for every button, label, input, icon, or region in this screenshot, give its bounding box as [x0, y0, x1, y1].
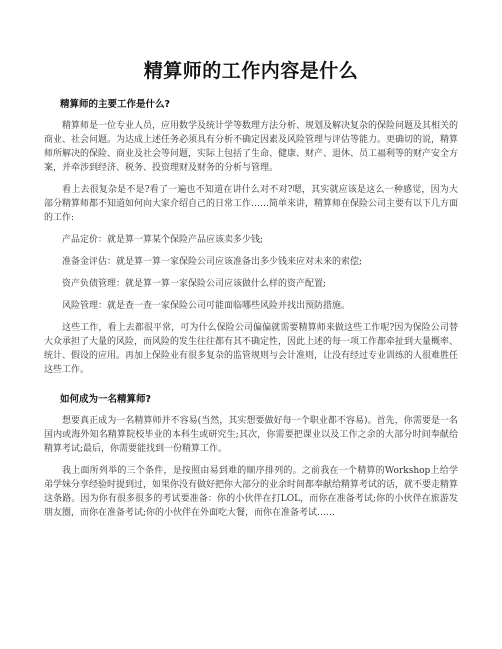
- paragraph: 风险管理：就是查一查一家保险公司可能面临哪些风险并找出预防措施。: [62, 301, 351, 311]
- section-heading: 如何成为一名精算师?: [60, 394, 152, 405]
- paragraph: 想要真正成为一名精算师并不容易(当然，其实想要做好每一个职业都不容易)。首先，你需要是一名国内或海外知名精算院校毕业的本科生或研究生;其次，你需要把课业以及工作之余的大部分时间奉献给精算考试;最后，你需要能找到一份精算工作。: [44, 416, 458, 454]
- document-title: 精算师的工作内容是什么: [143, 60, 359, 82]
- paragraph: 准备金评估：就是算一算一家保险公司应该准备出多少钱来应对未来的索偿;: [62, 257, 363, 267]
- paragraph: 看上去很复杂是不是?看了一遍也不知道在讲什么对不对?嗯，其实就应该是这么一种感觉，因为大部分精算师都不知道如何向大家介绍自己的日常工作……简单来讲，精算师在保险公司主要有以下几方面的工作:: [44, 185, 459, 223]
- section-main-work: [44, 96, 458, 377]
- paragraph: 我上面所列举的三个条件，是按照由易到难的顺序排列的。之前我在一个精算的Workshop上给学弟学妹分享经验时提到过，如果你没有做好把你大部分的业余时间都奉献给精算考试的话，就不要走精算这条路。因为你有很多很多的考试要准备：你的小伙伴在打LOL，而你在准备考试;你的小伙伴在旅游发朋友圈，而你在准备考试;你的小伙伴在外面吃大餐，而你在准备考试……: [44, 466, 459, 518]
- paragraph: 这些工作，看上去都很平常，可为什么保险公司偏偏就需要精算师来做这些工作呢?因为保险公司替大众承担了大量的风险，而风险的发生往往都有其不确定性，因此上述的每一项工作都牵扯到大量概率、统计、假设的应用。再加上保险业有很多复杂的监管规则与会计准则，让没有经过专业训练的人很难胜任这些工作。: [44, 323, 459, 375]
- paragraph: 资产负债管理：就是算一算一家保险公司应该做什么样的资产配置;: [62, 279, 327, 289]
- section-become-actuary: [44, 391, 458, 520]
- paragraph: 产品定价：就是算一算某个保险产品应该卖多少钱;: [62, 235, 264, 245]
- section-heading: 精算师的主要工作是什么?: [60, 99, 171, 110]
- paragraph: 精算师是一位专业人员，应用数学及统计学等数理方法分析、规划及解决复杂的保险问题及其相关的商业、社会问题。为达成上述任务必须具有分析不确定因素及风险管理与评估等能力。更确切的说，精算师所解决的保险、商业及社会等问题，实际上包括了生命、健康、财产、退休、员工福利等的财产安全方案，并牵涉到经济、税务、投资理财及财务的分析与管理。: [44, 121, 459, 173]
